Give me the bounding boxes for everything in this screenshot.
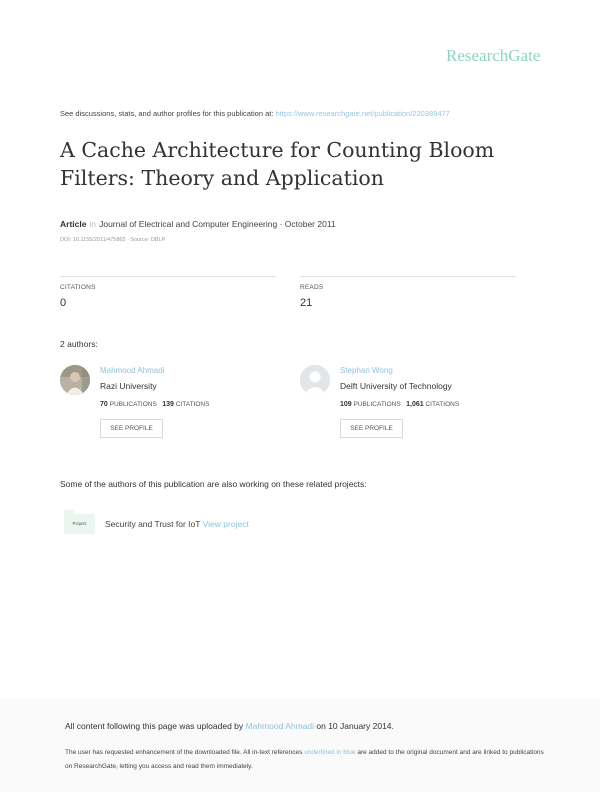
author-photo-icon <box>60 365 90 395</box>
authors-heading: 2 authors: <box>60 339 98 349</box>
author-institution: Razi University <box>100 381 157 391</box>
author-publications-count: 109 <box>340 401 352 408</box>
publication-url-link[interactable]: https://www.researchgate.net/publication/220389477 <box>275 109 450 118</box>
uploader-link[interactable]: Mahmood Ahmadi <box>245 721 315 731</box>
enhancement-note <box>65 746 545 774</box>
citations-value: 0 <box>60 297 67 309</box>
in-word: in <box>89 219 97 229</box>
author-avatar-photo[interactable] <box>60 365 90 395</box>
project-item <box>105 519 249 529</box>
intro-line <box>60 109 450 118</box>
user-silhouette-icon <box>300 365 330 395</box>
see-profile-button[interactable]: SEE PROFILE <box>100 419 163 438</box>
author-publications-label: PUBLICATIONS <box>353 401 401 408</box>
citations-divider <box>60 276 276 277</box>
intro-text: See discussions, stats, and author profiles for this publication at: <box>60 109 276 118</box>
author-stats <box>340 401 459 408</box>
view-project-link[interactable]: View project <box>202 519 249 529</box>
reads-divider <box>300 276 516 277</box>
doi-line: DOI: 10.1155/2011/475865 · Source: DBLP <box>60 237 166 243</box>
author-citations-count: 1,061 <box>406 401 424 408</box>
publication-type: Article <box>60 219 87 229</box>
note-text-end: are added to the original document and are linked to publications on ResearchGate, letting you access and read them immediately. <box>65 749 544 770</box>
author-publications-label: PUBLICATIONS <box>109 401 157 408</box>
author-avatar-placeholder[interactable] <box>300 365 330 395</box>
author-citations-label: CITATIONS <box>425 401 460 408</box>
project-title: Security and Trust for IoT <box>105 519 201 529</box>
upload-suffix: on 10 January 2014. <box>314 721 394 731</box>
author-publications-count: 70 <box>100 401 108 408</box>
publication-title: A Cache Architecture for Counting Bloom Filters: Theory and Application <box>60 138 495 190</box>
author-institution: Delft University of Technology <box>340 381 452 391</box>
note-text-start: The user has requested enhancement of the downloaded file. All in-text references <box>65 749 305 756</box>
see-profile-button[interactable]: SEE PROFILE <box>340 419 403 438</box>
underlined-in-blue-link[interactable]: underlined in blue <box>304 749 356 756</box>
upload-prefix: All content following this page was uploaded by <box>65 721 246 731</box>
author-name-link[interactable]: Mahmood Ahmadi <box>100 366 165 375</box>
author-name-link[interactable]: Stephan Wong <box>340 366 393 375</box>
reads-value: 21 <box>300 297 313 309</box>
author-stats <box>100 401 209 408</box>
project-badge: Project <box>64 514 95 534</box>
upload-notice <box>65 721 394 731</box>
researchgate-logo[interactable]: ResearchGate <box>446 46 541 65</box>
publication-venue: Journal of Electrical and Computer Engineering · October 2011 <box>99 219 336 229</box>
publication-meta <box>60 219 336 229</box>
author-citations-count: 139 <box>162 401 174 408</box>
author-citations-label: CITATIONS <box>175 401 210 408</box>
reads-label: READS <box>300 284 324 291</box>
related-projects-heading: Some of the authors of this publication are also working on these related projects: <box>60 479 367 489</box>
citations-label: CITATIONS <box>60 284 96 291</box>
